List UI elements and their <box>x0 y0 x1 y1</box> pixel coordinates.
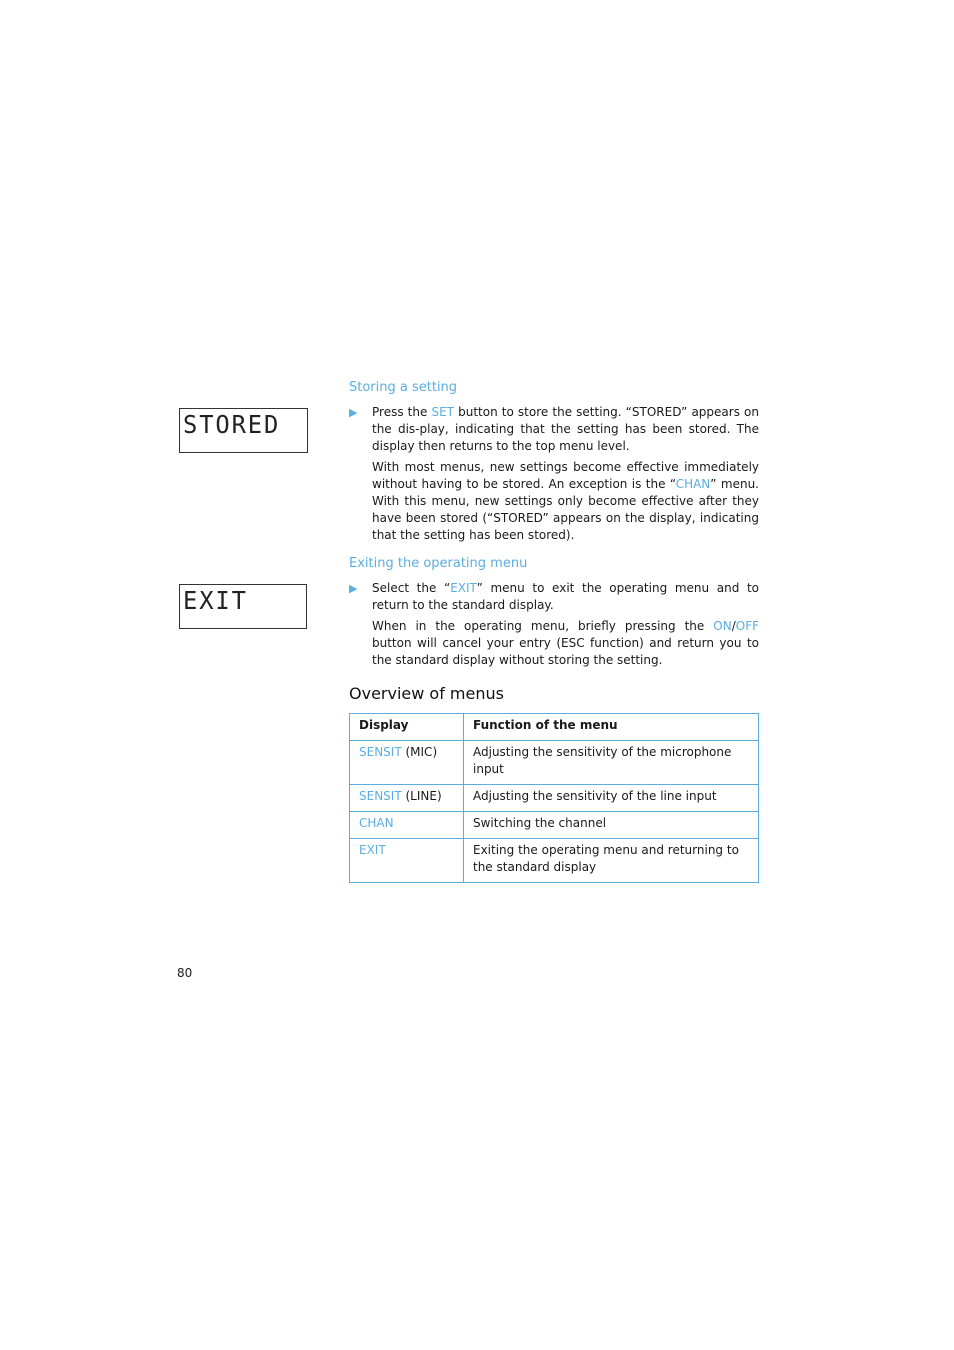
display-cell <box>350 785 464 812</box>
exiting-instructions <box>349 580 759 673</box>
function-cell: Adjusting the sensitivity of the microphone input <box>464 741 759 785</box>
overview-title: Overview of menus <box>349 684 504 703</box>
table-row <box>350 812 759 839</box>
triangle-right-icon: ▶ <box>349 582 358 595</box>
menu-name: SENSIT <box>359 789 402 803</box>
exit-menu-name: EXIT <box>450 581 477 595</box>
storing-instructions <box>349 404 759 548</box>
display-cell <box>350 741 464 785</box>
off-button-name: OFF <box>735 619 759 633</box>
column-header-function: Function of the menu <box>464 714 759 741</box>
lcd-display-stored <box>179 408 308 453</box>
menu-overview-table <box>349 713 759 883</box>
exiting-step <box>372 580 759 614</box>
table-row <box>350 839 759 883</box>
text: ” menu. With this menu, new settings only become effective after they have been stored (“STORED” appears on the display, indicating that the setting has been stored). <box>372 477 759 542</box>
text: With most menus, new settings become effective immediately without having to be stored. An exception is the “ <box>372 460 759 491</box>
menu-suffix: (MIC) <box>401 745 438 759</box>
menu-suffix: (LINE) <box>401 789 442 803</box>
lcd-display-exit <box>179 584 307 629</box>
storing-step <box>372 404 759 455</box>
text: ” menu to exit the operating menu and to return to the standard display. <box>372 581 759 612</box>
text: button will cancel your entry (ESC function) and return you to the standard display without storing the setting. <box>372 636 759 667</box>
menu-name: CHAN <box>359 816 394 830</box>
on-button-name: ON <box>713 619 732 633</box>
display-cell <box>350 839 464 883</box>
function-cell: Adjusting the sensitivity of the line input <box>464 785 759 812</box>
lcd-text-exit: EXIT <box>183 586 248 615</box>
lcd-text-stored: STORED <box>183 410 281 439</box>
text: button to store the setting. “STORED” appears on the dis-play, indicating that the setting has been stored. The display then returns to the top menu level. <box>372 405 760 453</box>
triangle-right-icon: ▶ <box>349 406 358 419</box>
chan-menu-name: CHAN <box>675 477 711 491</box>
page-number: 80 <box>177 966 193 980</box>
menu-name: EXIT <box>359 843 386 857</box>
table-row <box>350 785 759 812</box>
text: Press the <box>372 405 432 419</box>
storing-note <box>372 459 759 544</box>
column-header-display: Display <box>350 714 464 741</box>
text: Select the “ <box>372 581 451 595</box>
menu-name: SENSIT <box>359 745 402 759</box>
text: When in the operating menu, briefly pressing the <box>372 619 714 633</box>
function-cell: Switching the channel <box>464 812 759 839</box>
table-header-row <box>350 714 759 741</box>
exiting-heading: Exiting the operating menu <box>349 556 528 571</box>
storing-heading: Storing a setting <box>349 380 458 395</box>
text: / <box>731 619 736 633</box>
set-button-name: SET <box>431 405 455 419</box>
table-row <box>350 741 759 785</box>
display-cell <box>350 812 464 839</box>
exiting-note <box>372 618 759 669</box>
function-cell: Exiting the operating menu and returning to the standard display <box>464 839 759 883</box>
